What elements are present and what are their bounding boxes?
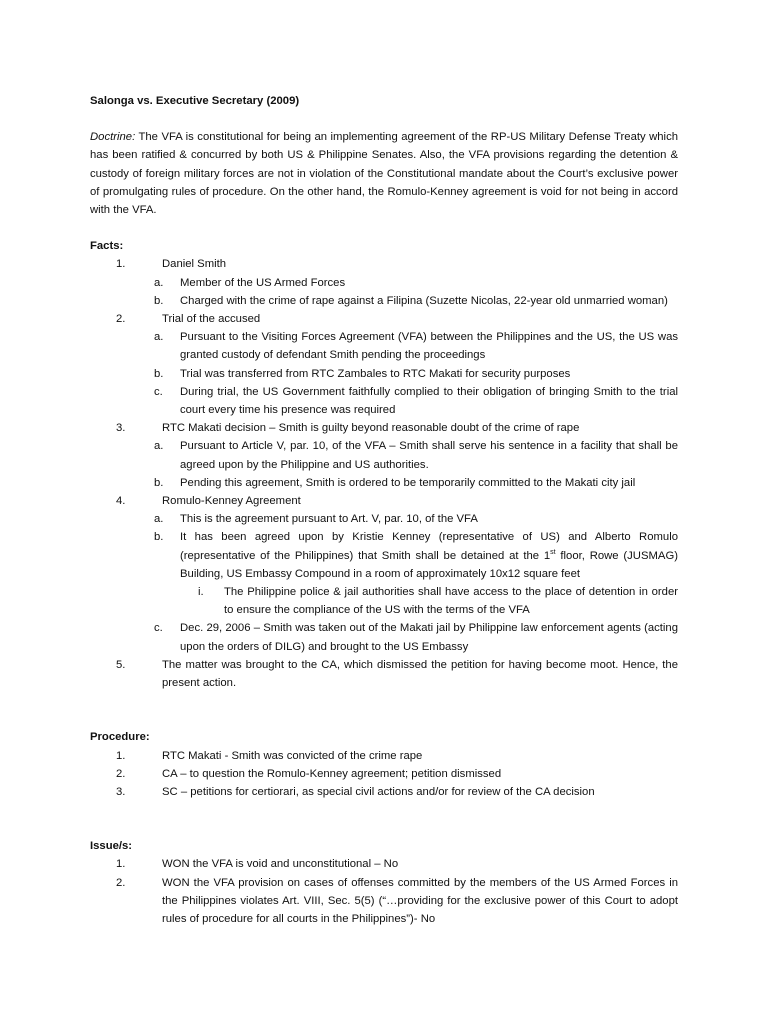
- procedure-section: [90, 728, 678, 801]
- list-text: SC – petitions for certiorari, as special civil actions and/or for review of the CA decision: [162, 785, 595, 798]
- doctrine-paragraph: [90, 128, 678, 219]
- sub-list-item: [154, 274, 678, 292]
- sub-list-letter: b.: [154, 294, 164, 307]
- list-text: Daniel Smith: [162, 258, 227, 271]
- list-text: Trial of the accused: [162, 313, 261, 326]
- sub-list-letter: c.: [154, 385, 163, 398]
- list-number: 2.: [116, 313, 126, 326]
- list-text: RTC Makati decision – Smith is guilty beyond reasonable doubt of the crime of rape: [162, 422, 580, 435]
- ordinal-superscript: st: [550, 548, 556, 556]
- sub-list-text: Pending this agreement, Smith is ordered to be temporarily committed to the Makati city jail: [180, 476, 636, 489]
- sub-sub-list-numeral: i.: [198, 586, 204, 599]
- sub-sub-list-text: The Philippine police & jail authorities shall have access to the place of detention in order to ensure the compliance of the US with the terms of the VFA: [224, 586, 678, 617]
- sub-list-text: Member of the US Armed Forces: [180, 276, 346, 289]
- sub-list-text-part: floor, Rowe (JUSMAG) Building, US Embassy Compound in a room of approximately 10x12 square feet: [180, 549, 678, 580]
- list-text: Romulo-Kenney Agreement: [162, 495, 301, 508]
- list-number: 2.: [116, 767, 126, 780]
- list-text: CA – to question the Romulo-Kenney agreement; petition dismissed: [162, 767, 502, 780]
- sub-list-text: Pursuant to the Visiting Forces Agreement (VFA) between the Philippines and the US, the US was granted custody of defendant Smith pending the proceedings: [180, 331, 678, 362]
- sub-list-letter: a.: [154, 331, 164, 344]
- doctrine-text: The VFA is constitutional for being an implementing agreement of the RP-US Military Defense Treaty which has been ratified & concurred by both US & Philippine Senates. Also, the VFA provisions regarding the detention & custody of foreign military forces are not in violation of the Constitutional mandate about the Court’s exclusive power of promulgating rules of procedure. On the other hand, the Romulo-Kenney agreement is void for not being in accord with the VFA.: [90, 131, 678, 217]
- list-item: [90, 419, 678, 437]
- doctrine-label: Doctrine:: [90, 131, 136, 144]
- sub-list-letter: a.: [154, 276, 164, 289]
- sub-list-text: [180, 528, 678, 583]
- document-body: [90, 92, 678, 928]
- sub-list-item: [154, 619, 678, 655]
- sub-list-letter: a.: [154, 440, 164, 453]
- sub-list-item: [154, 328, 678, 364]
- sub-sub-list-item: [198, 583, 678, 619]
- sub-list-item: [154, 383, 678, 419]
- list-number: 4.: [116, 495, 126, 508]
- sub-list-text: During trial, the US Government faithfully complied to their obligation of bringing Smith to the trial court every time his presence was required: [180, 385, 678, 417]
- issues-section: [90, 837, 678, 928]
- list-number: 5.: [116, 658, 126, 671]
- sub-list-text: Pursuant to Article V, par. 10, of the VFA – Smith shall serve his sentence in a facility that shall be agreed upon by the Philippine and US authorities.: [180, 440, 678, 471]
- list-text: WON the VFA provision on cases of offenses committed by the members of the US Armed Forces in the Philippines violates Art. VIII, Sec. 5(5) (“…providing for the exclusive power of this Court to adopt rules of procedure for all courts in the Philippines”)- No: [162, 876, 678, 925]
- case-title: Salonga vs. Executive Secretary (2009): [90, 95, 300, 107]
- list-number: 3.: [116, 785, 126, 798]
- list-text: WON the VFA is void and unconstitutional – No: [162, 858, 399, 871]
- sub-list-text: Trial was transferred from RTC Zambales to RTC Makati for security purposes: [180, 367, 571, 380]
- sub-list-text: Charged with the crime of rape against a Filipina (Suzette Nicolas, 22-year old unmarried woman): [180, 294, 668, 307]
- list-text: The matter was brought to the CA, which dismissed the petition for having become moot. Hence, the present action.: [162, 658, 678, 690]
- list-text: RTC Makati - Smith was convicted of the crime rape: [162, 749, 423, 762]
- list-number: 2.: [116, 876, 126, 889]
- list-item: [90, 310, 678, 328]
- list-item: [90, 492, 678, 510]
- procedure-heading: Procedure:: [90, 731, 150, 744]
- list-number: 1.: [116, 258, 126, 271]
- sub-list-item: [154, 510, 678, 528]
- sub-list-letter: a.: [154, 513, 164, 526]
- list-number: 3.: [116, 422, 126, 435]
- list-item: [90, 656, 678, 692]
- sub-list-letter: b.: [154, 367, 164, 380]
- sub-list-item: [154, 437, 678, 473]
- sub-list-text: Dec. 29, 2006 – Smith was taken out of the Makati jail by Philippine law enforcement agents (acting upon the orders of DILG) and brought to the US Embassy: [180, 622, 678, 653]
- list-item: [90, 765, 678, 783]
- sub-list-letter: b.: [154, 476, 164, 489]
- list-item: [90, 874, 678, 929]
- list-item: [90, 855, 678, 873]
- sub-list-item: [154, 365, 678, 383]
- sub-list-letter: c.: [154, 622, 163, 635]
- list-number: 1.: [116, 749, 126, 762]
- sub-list-text-part: It has been agreed upon by Kristie Kenney (representative of US) and Alberto Romulo (representative of the Philippines) that Smith shall be detained at the 1: [180, 531, 678, 562]
- issues-heading: Issue/s:: [90, 840, 133, 853]
- list-number: 1.: [116, 858, 126, 871]
- facts-section: [90, 237, 678, 692]
- list-item: [90, 747, 678, 765]
- sub-list-item: [154, 292, 678, 310]
- sub-list-item: [154, 528, 678, 583]
- sub-list-item: [154, 474, 678, 492]
- sub-list-letter: b.: [154, 531, 164, 544]
- list-item: [90, 783, 678, 801]
- facts-heading: Facts:: [90, 240, 124, 253]
- sub-list-text: This is the agreement pursuant to Art. V, par. 10, of the VFA: [180, 513, 478, 526]
- list-item: [90, 255, 678, 273]
